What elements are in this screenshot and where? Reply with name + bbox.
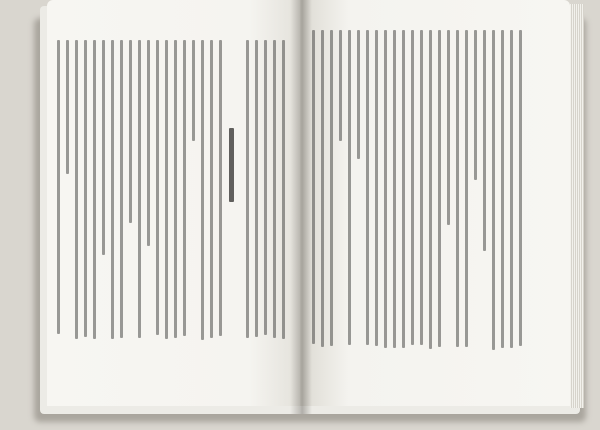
text-column	[165, 40, 168, 339]
text-column	[501, 30, 504, 348]
text-column	[246, 40, 249, 338]
text-column	[339, 30, 342, 141]
text-column	[357, 30, 360, 159]
text-column	[201, 40, 204, 340]
text-column	[438, 30, 441, 347]
text-column	[282, 40, 285, 339]
text-column	[66, 40, 69, 174]
text-column	[348, 30, 351, 345]
text-column	[384, 30, 387, 348]
text-column	[420, 30, 423, 345]
text-column	[393, 30, 396, 348]
text-column	[210, 40, 213, 338]
text-column	[264, 40, 267, 335]
text-column	[192, 40, 195, 141]
text-column	[156, 40, 159, 335]
text-column	[120, 40, 123, 338]
text-column	[75, 40, 78, 339]
text-column	[483, 30, 486, 251]
text-column	[255, 40, 258, 337]
text-column	[138, 40, 141, 338]
text-column	[429, 30, 432, 349]
text-column	[84, 40, 87, 337]
text-column	[174, 40, 177, 338]
book-spine-gutter	[290, 0, 312, 414]
text-column	[366, 30, 369, 345]
text-column	[402, 30, 405, 348]
text-column	[312, 30, 315, 344]
text-column	[519, 30, 522, 346]
text-column	[102, 40, 105, 255]
text-column	[492, 30, 495, 350]
text-column	[183, 40, 186, 336]
text-column	[147, 40, 150, 246]
text-column	[510, 30, 513, 348]
text-column	[219, 40, 222, 336]
text-column	[465, 30, 468, 347]
text-column	[129, 40, 132, 223]
text-column	[57, 40, 60, 334]
text-column	[273, 40, 276, 338]
right-page	[300, 0, 570, 406]
text-column	[447, 30, 450, 225]
text-column	[330, 30, 333, 346]
page-edges	[570, 4, 584, 408]
text-column	[456, 30, 459, 347]
left-page	[47, 0, 300, 406]
text-column	[411, 30, 414, 345]
text-column	[474, 30, 477, 180]
left-section-heading-mark	[229, 128, 234, 202]
text-column	[375, 30, 378, 346]
text-column	[93, 40, 96, 339]
text-column	[321, 30, 324, 347]
text-column	[111, 40, 114, 339]
